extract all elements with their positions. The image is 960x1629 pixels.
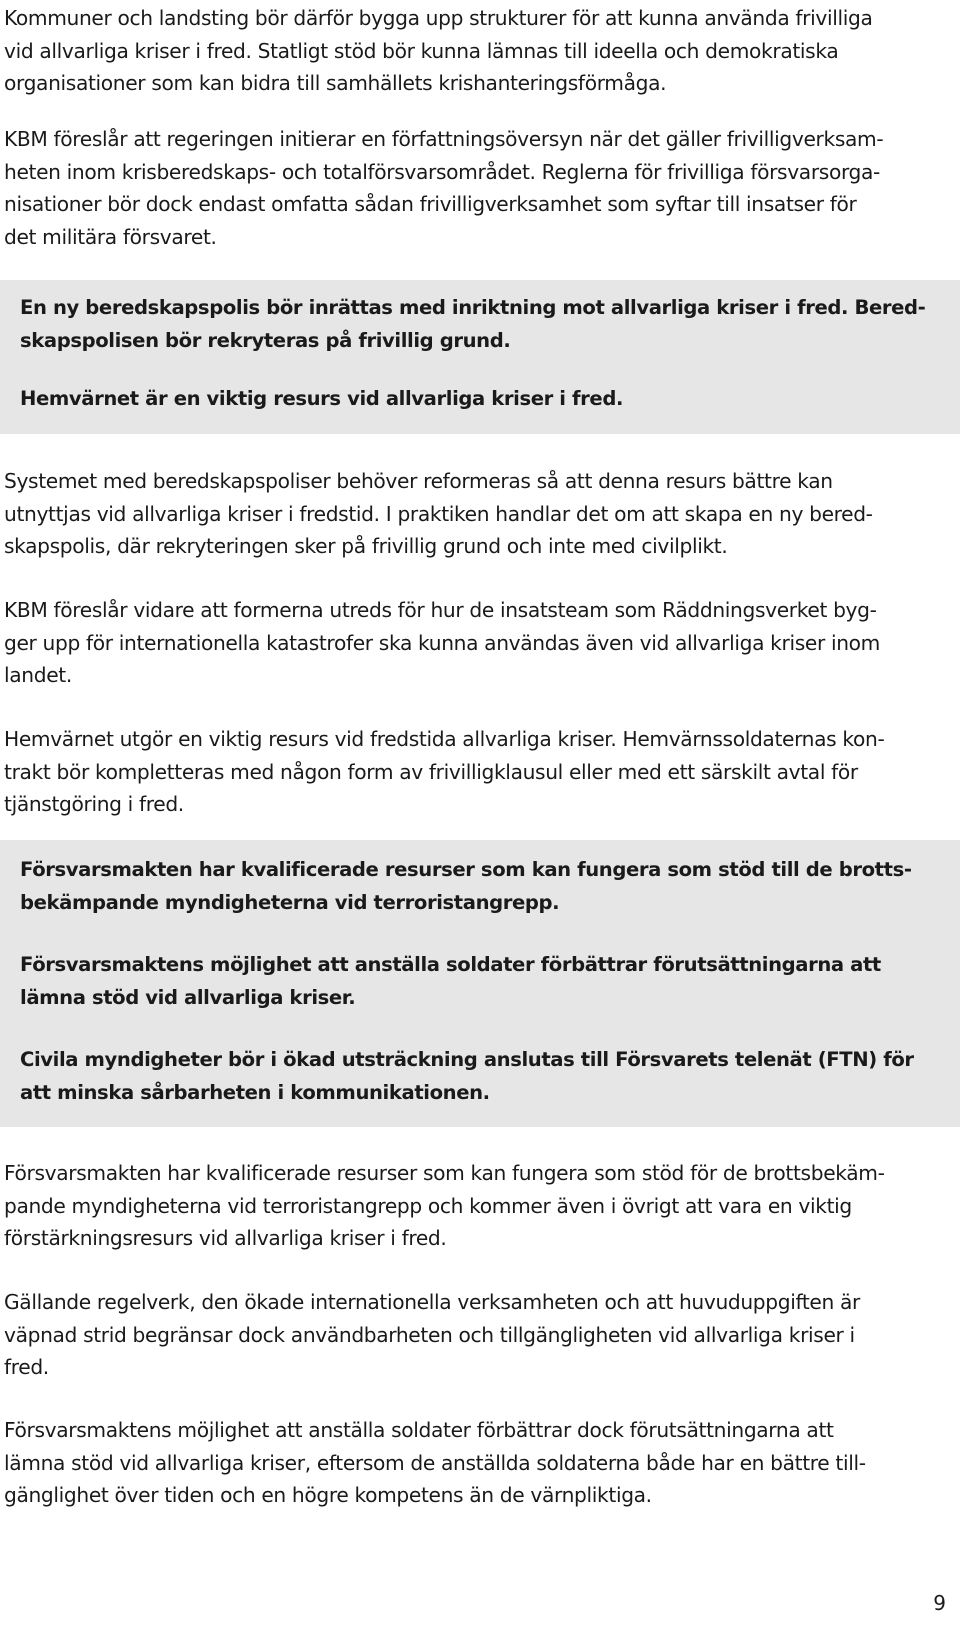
text-line: nisationer bör dock endast omfatta sådan frivilligverksamhet som syftar till insatser för: [4, 192, 857, 216]
text-line: heten inom krisberedskaps- och totalförsvarsområdet. Reglerna för frivilliga försvarsorga-: [4, 159, 880, 184]
text-line: lämna stöd vid allvarliga kriser.: [20, 985, 356, 1009]
text-line: förstärkningsresurs vid allvarliga kriser i fred.: [4, 1226, 447, 1250]
text-line: trakt bör kompletteras med någon form av frivilligklausul eller med ett särskilt avtal för: [4, 759, 858, 784]
box-statement: [20, 1044, 914, 1109]
paragraph-1: [0, 2, 960, 100]
text-line: att minska sårbarheten i kommunikationen.: [20, 1080, 490, 1104]
box-statement: [20, 292, 925, 357]
text-line: gänglighet över tiden och en högre kompetens än de värnpliktiga.: [4, 1483, 652, 1507]
text-line: Hemvärnet är en viktig resurs vid allvarliga kriser i fred.: [20, 387, 623, 410]
highlight-box-1: [0, 280, 960, 434]
page-number: 9: [933, 1591, 946, 1615]
highlight-box-2: [0, 840, 960, 1127]
text-line: Försvarsmakten har kvalificerade resurser som kan fungera som stöd till de brotts-: [20, 858, 912, 881]
text-line: lämna stöd vid allvarliga kriser, eftersom de anställda soldaterna både har en bättre till-: [4, 1450, 866, 1475]
text-line: landet.: [4, 663, 72, 687]
text-line: organisationer som kan bidra till samhällets krishanteringsförmåga.: [4, 71, 667, 95]
text-line: det militära försvaret.: [4, 224, 217, 249]
text-line: KBM föreslår att regeringen initierar en författningsöversyn när det gäller frivilligverksam-: [4, 127, 884, 151]
box-statement: [20, 949, 881, 1014]
text-line: Gällande regelverk, den ökade internationella verksamheten och att huvuduppgiften är: [4, 1290, 860, 1314]
text-line: Försvarsmaktens möjlighet att anställa soldater förbättrar dock förutsättningarna att: [4, 1418, 834, 1442]
paragraph-6: [0, 1157, 960, 1255]
text-line: Kommuner och landsting bör därför bygga upp strukturer för att kunna använda frivilliga: [4, 6, 873, 30]
text-line: utnyttjas vid allvarliga kriser i fredstid. I praktiken handlar det om att skapa en ny bered-: [4, 501, 873, 526]
paragraph-4: [0, 594, 960, 692]
text-line: pande myndigheterna vid terroristangrepp och kommer även i övrigt att vara en viktig: [4, 1193, 852, 1218]
paragraph-8: [0, 1414, 960, 1512]
paragraph-7: [0, 1286, 960, 1384]
text-line: skapspolisen bör rekryteras på frivillig grund.: [20, 328, 511, 352]
text-line: vid allvarliga kriser i fred. Statligt stöd bör kunna lämnas till ideella och demokratiska: [4, 38, 839, 63]
text-line: Försvarsmaktens möjlighet att anställa soldater förbättrar förutsättningarna att: [20, 953, 881, 976]
text-line: Civila myndigheter bör i ökad utsträckning anslutas till Försvarets telenät (FTN) för: [20, 1048, 914, 1071]
box-statement: [20, 383, 623, 416]
text-line: KBM föreslår vidare att formerna utreds för hur de insatsteam som Räddningsverket byg-: [4, 598, 877, 622]
text-line: Systemet med beredskapspoliser behöver reformeras så att denna resurs bättre kan: [4, 469, 833, 493]
text-line: En ny beredskapspolis bör inrättas med inriktning mot allvarliga kriser i fred. Bered-: [20, 296, 926, 319]
text-line: Hemvärnet utgör en viktig resurs vid fredstida allvarliga kriser. Hemvärnssoldaternas kon-: [4, 727, 885, 751]
paragraph-5: [0, 723, 960, 821]
paragraph-2: [0, 123, 960, 253]
text-line: fred.: [4, 1355, 49, 1379]
text-line: väpnad strid begränsar dock användbarheten och tillgängligheten vid allvarliga kriser i: [4, 1322, 855, 1347]
text-line: ger upp för internationella katastrofer ska kunna användas även vid allvarliga kriser inom: [4, 630, 881, 655]
text-line: bekämpande myndigheterna vid terroristangrepp.: [20, 890, 560, 914]
text-line: skapspolis, där rekryteringen sker på frivillig grund och inte med civilplikt.: [4, 534, 728, 558]
text-line: Försvarsmakten har kvalificerade resurser som kan fungera som stöd för de brottsbekäm-: [4, 1161, 885, 1185]
paragraph-3: [0, 465, 960, 563]
box-statement: [20, 854, 912, 919]
text-line: tjänstgöring i fred.: [4, 792, 184, 816]
